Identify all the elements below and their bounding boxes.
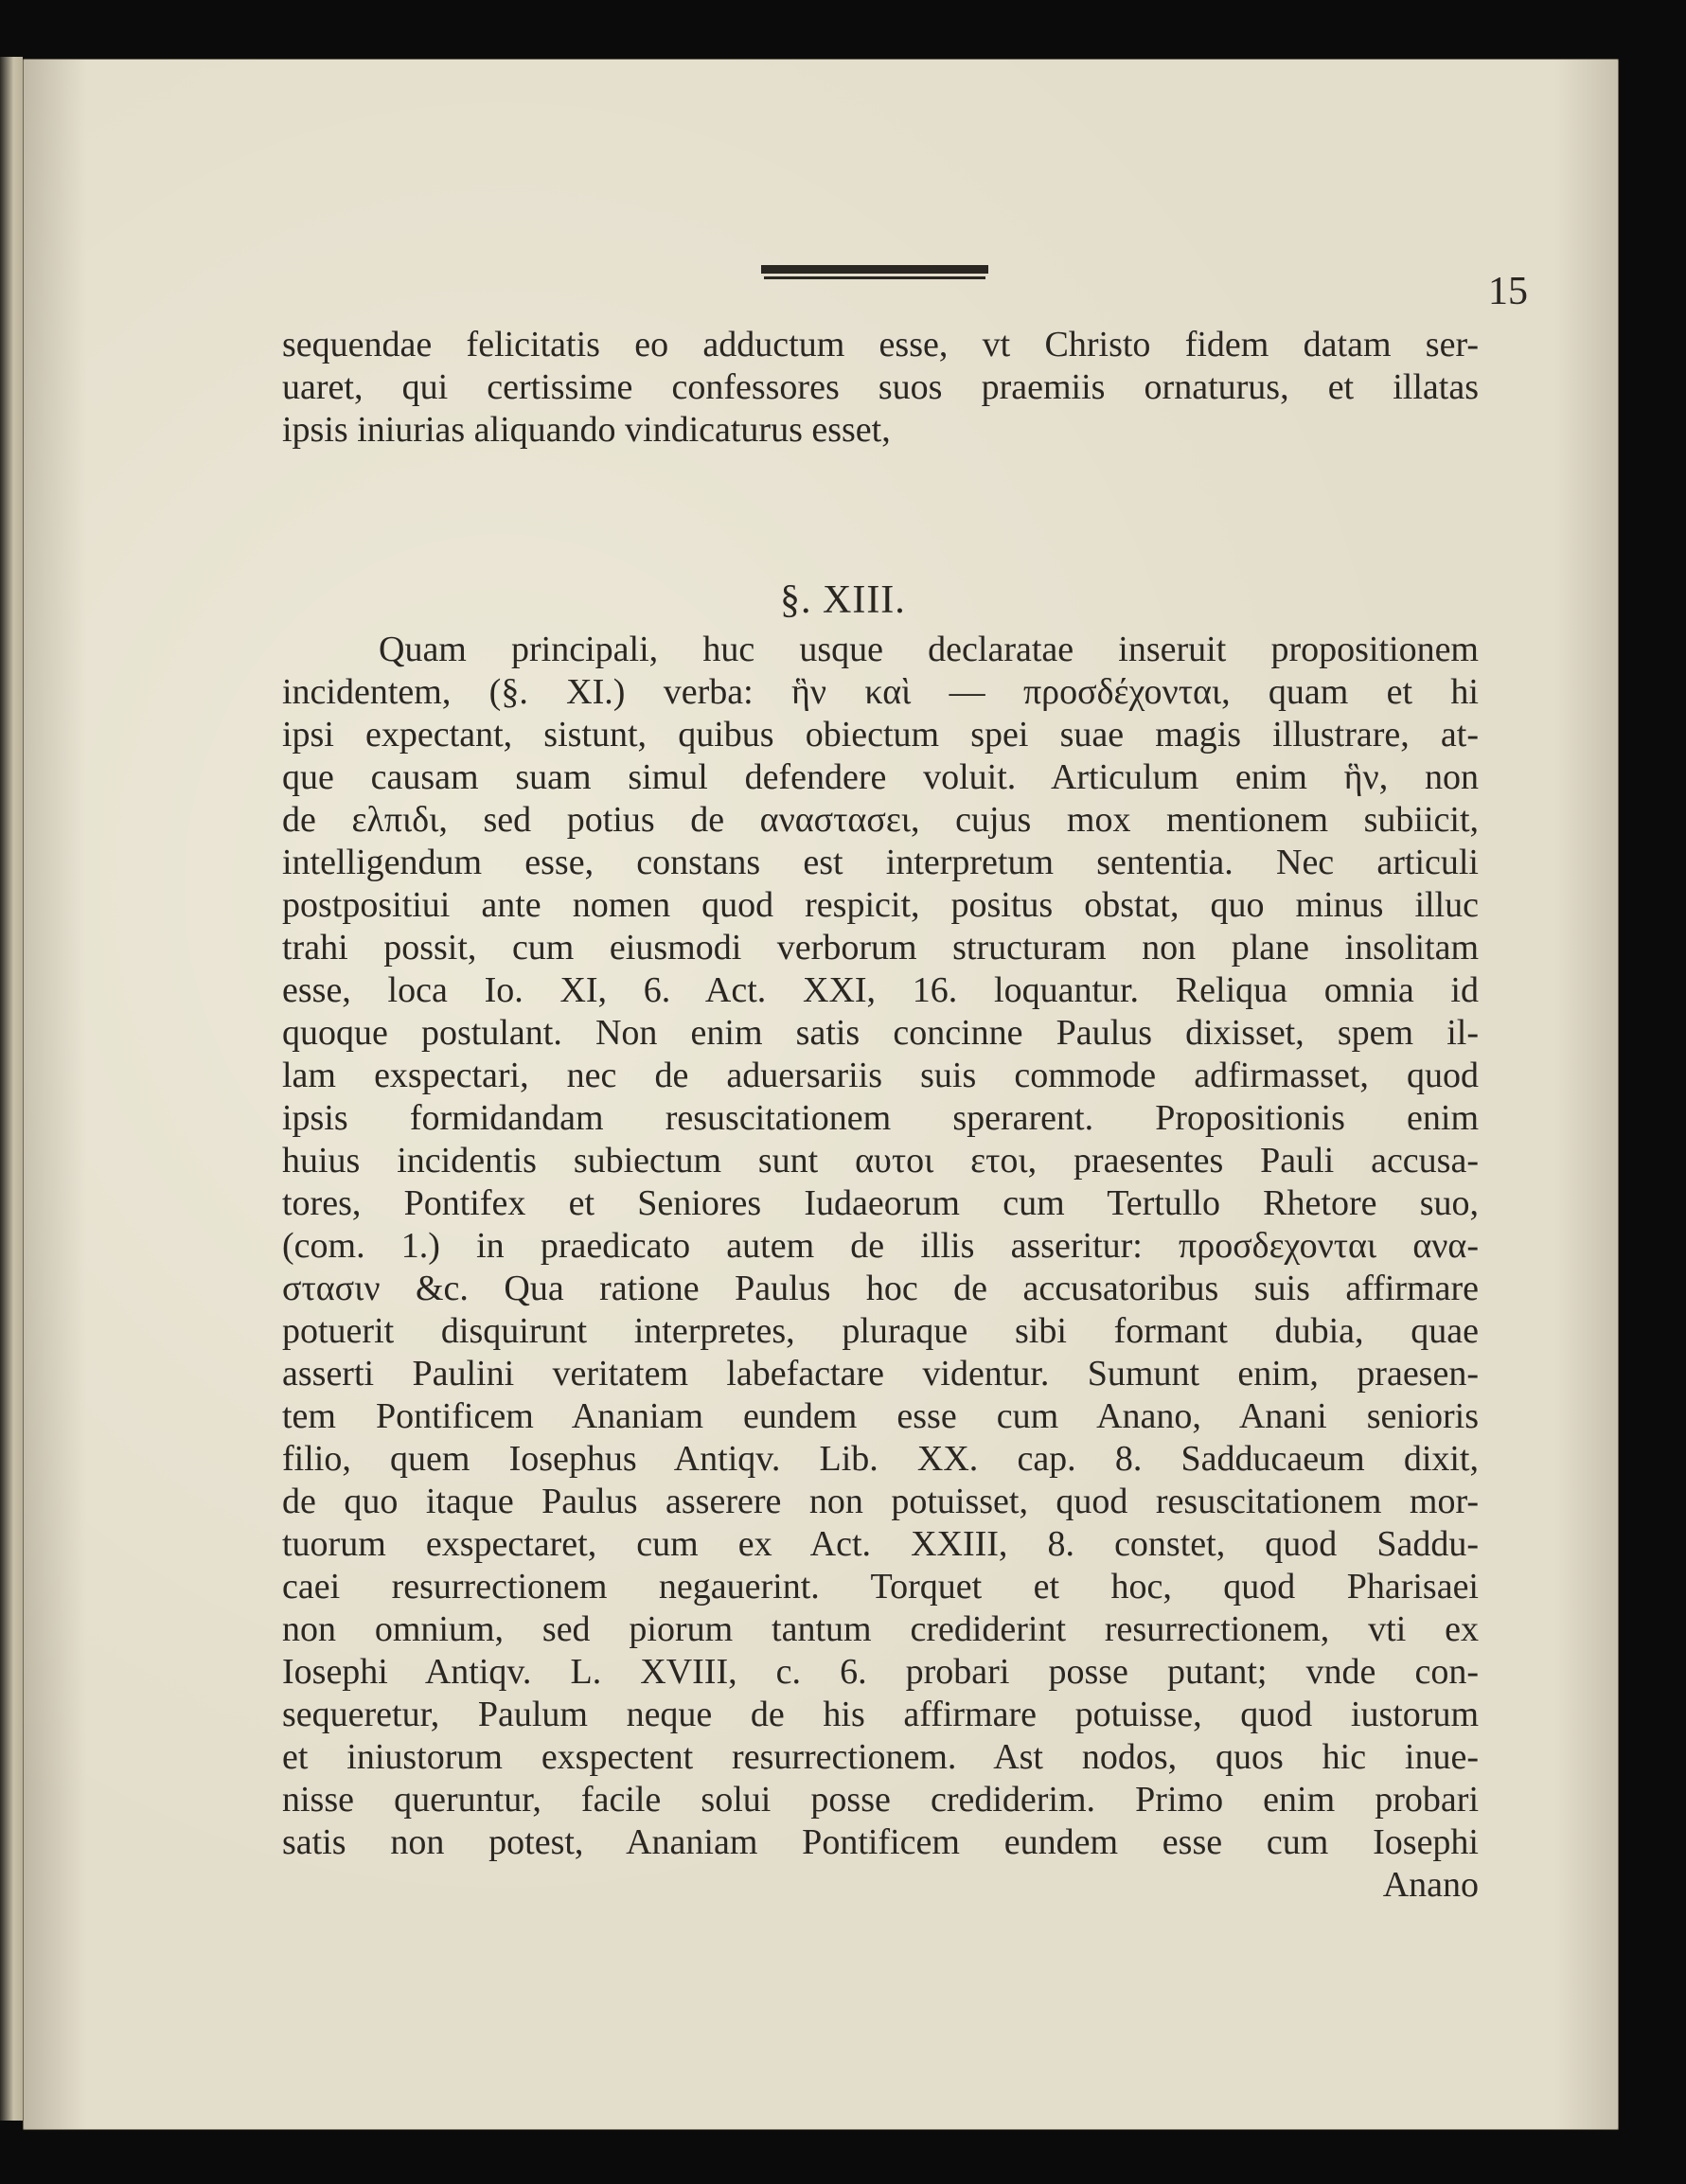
text-line: sequeretur, Paulum neque de his affirmare potuisse, quod iustorum [282,1695,1479,1734]
text-line: sequendae felicitatis eo adductum esse, vt Christo fidem datam ser- [282,325,1479,364]
book-page [23,59,1619,2130]
text-line: quoque postulant. Non enim satis concinne Paulus dixisset, spem il- [282,1013,1479,1053]
page-number: 15 [1488,270,1528,313]
text-line: ipsis formidandam resuscitationem sperarent. Propositionis enim [282,1098,1479,1138]
text-line: ipsi expectant, sistunt, quibus obiectum spei suae magis illustrare, at- [282,715,1479,755]
text-line: tores, Pontifex et Seniores Iudaeorum cum Tertullo Rhetore suo, [282,1183,1479,1223]
text-line: potuerit disquirunt interpretes, pluraque sibi formant dubia, quae [282,1311,1479,1351]
text-line: incidentem, (§. XI.) verba: ἣν καὶ — προσδέχονται, quam et hi [282,672,1479,712]
text-line: que causam suam simul defendere voluit. Articulum enim ἣν, non [282,757,1479,797]
text-line: satis non potest, Ananiam Pontificem eundem esse cum Iosephi [282,1822,1479,1862]
text-line: caei resurrectionem negauerint. Torquet et hoc, quod Pharisaei [282,1567,1479,1607]
text-line: filio, quem Iosephus Antiqv. Lib. XX. cap. 8. Sadducaeum dixit, [282,1439,1479,1479]
adjacent-page-edge [0,57,23,2121]
text-line: (com. 1.) in praedicato autem de illis asseritur: προσδεχονται ανα- [282,1226,1479,1266]
text-line: et iniustorum exspectent resurrectionem. Ast nodos, quos hic inue- [282,1737,1479,1777]
text-line: nisse queruntur, facile solui posse crediderim. Primo enim probari [282,1780,1479,1820]
text-line: tem Pontificem Ananiam eundem esse cum Anano, Anani senioris [282,1396,1479,1436]
text-line: tuorum exspectaret, cum ex Act. XXIII, 8. constet, quod Saddu- [282,1524,1479,1564]
intro-paragraph [282,324,1479,452]
text-line: uaret, qui certissime confessores suos praemiis ornaturus, et illatas [282,367,1479,407]
main-paragraph [282,629,1479,1907]
text-line: de quo itaque Paulus asserere non potuisset, quod resuscitationem mor- [282,1482,1479,1521]
text-line: de ελπιδι, sed potius de αναστασει, cujus mox mentionem subiicit, [282,800,1479,840]
text-line: trahi possit, cum eiusmodi verborum structuram non plane insolitam [282,928,1479,968]
text-line: non omnium, sed piorum tantum crediderint resurrectionem, vti ex [282,1609,1479,1649]
text-line: esse, loca Io. XI, 6. Act. XXI, 16. loquantur. Reliqua omnia id [282,970,1479,1010]
header-rule [761,265,988,276]
text-line: Iosephi Antiqv. L. XVIII, c. 6. probari posse putant; vnde con- [282,1652,1479,1692]
text-line: intelligendum esse, constans est interpretum sententia. Nec articuli [282,843,1479,882]
text-line: asserti Paulini veritatem labefactare videntur. Sumunt enim, praesen- [282,1354,1479,1394]
text-line: ipsis iniurias aliquando vindicaturus esset, [282,410,891,450]
text-line: στασιν &c. Qua ratione Paulus hoc de accusatoribus suis affirmare [282,1269,1479,1308]
text-line: lam exspectari, nec de aduersariis suis commode adfirmasset, quod [282,1056,1479,1095]
text-line: Quam principali, huc usque declaratae inseruit propositionem [379,630,1479,669]
text-line: postpositiui ante nomen quod respicit, positus obstat, quo minus illuc [282,885,1479,925]
catchword: Anano [1382,1865,1479,1905]
text-line: huius incidentis subiectum sunt αυτοι ετοι, praesentes Pauli accusa- [282,1141,1479,1181]
section-heading: §. XIII. [780,578,906,622]
